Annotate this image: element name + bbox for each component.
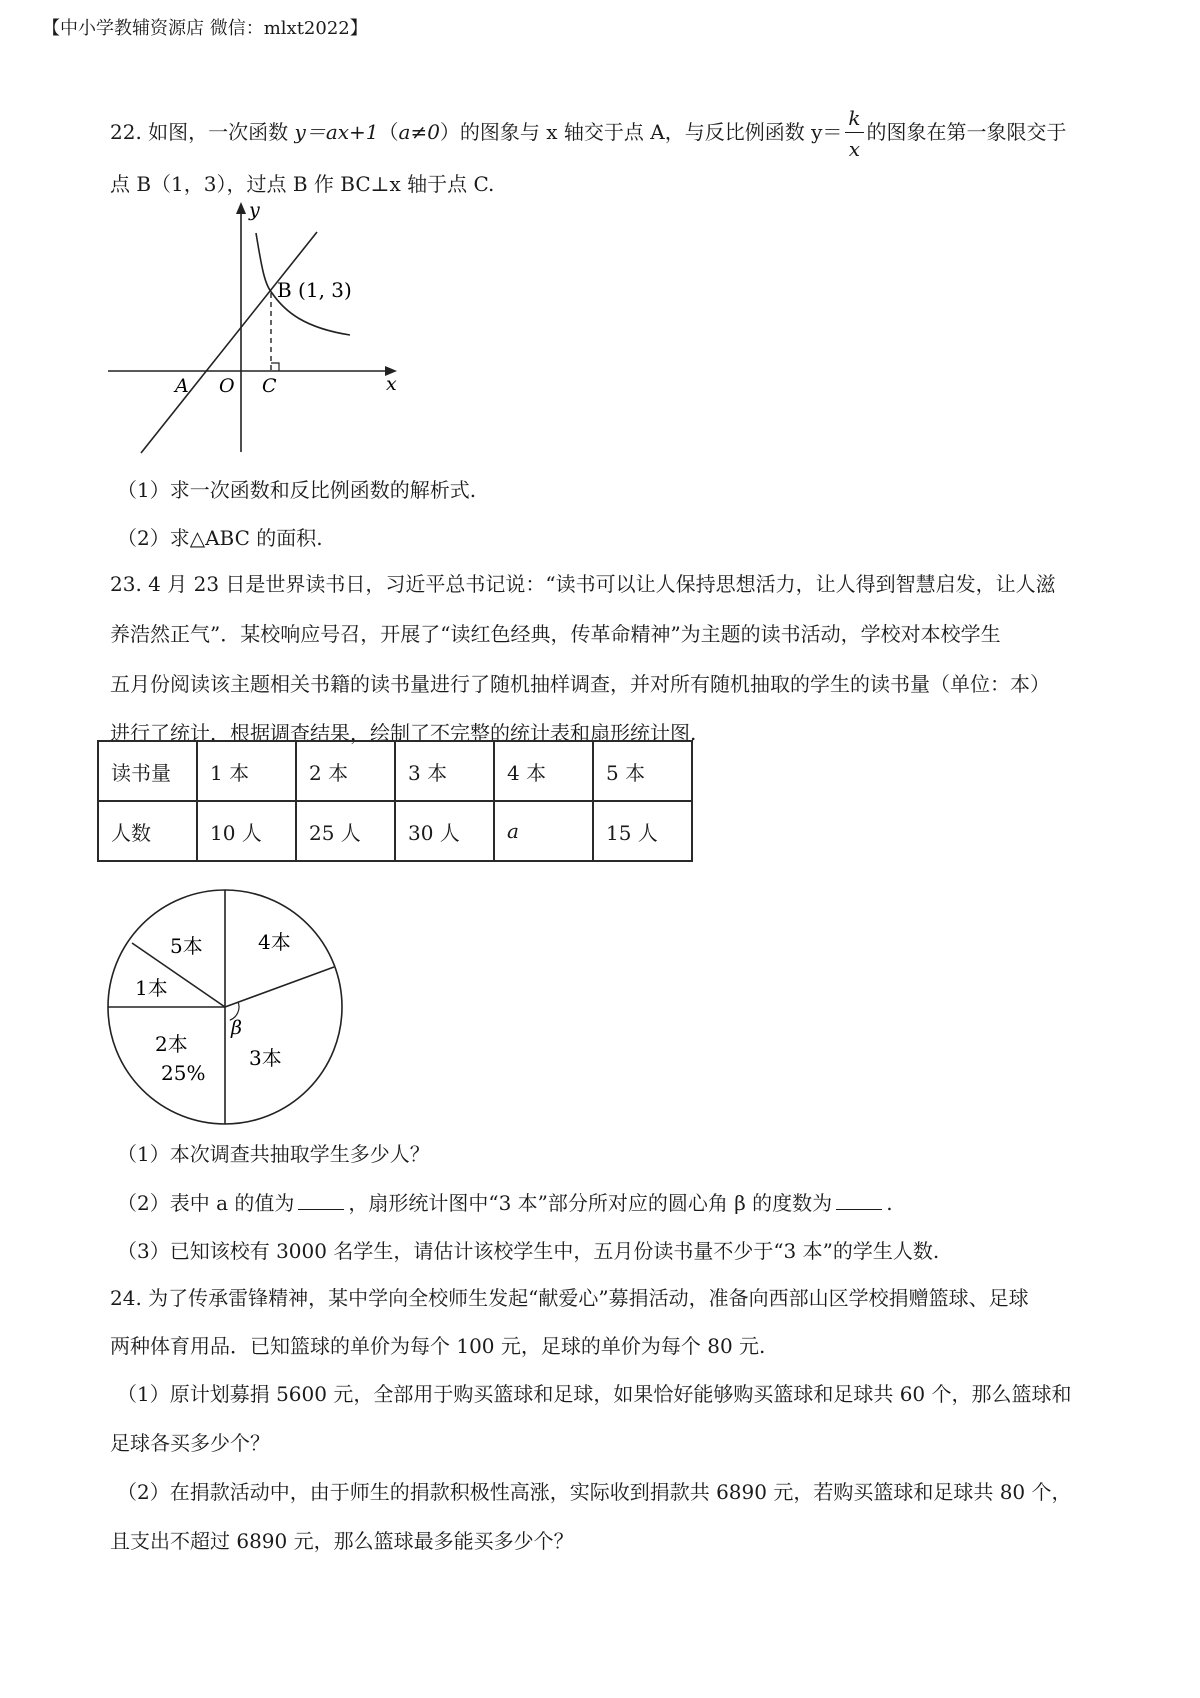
q24-line2: 两种体育用品．已知篮球的单价为每个 100 元，足球的单价为每个 80 元.: [110, 1334, 766, 1358]
pie-chart: [105, 887, 345, 1127]
beta-angle-label: β: [231, 1017, 242, 1039]
pie-label-4-books: 4本: [258, 930, 291, 954]
right-angle-mark: [271, 363, 279, 371]
pie-label-2-books-percent: 25%: [161, 1061, 206, 1085]
q22-fraction: [845, 108, 863, 159]
q22-line1-mid: 的图象与 x 轴交于点 A，与反比例函数 y＝: [459, 120, 843, 144]
answer-blank-beta: [836, 1191, 882, 1210]
table-cell: 15 人: [593, 801, 692, 861]
point-c-label: C: [262, 375, 277, 397]
q23-line4: 进行了统计．根据调查结果，绘制了不完整的统计表和扇形统计图.: [110, 721, 697, 745]
header-watermark: 【中小学教辅资源店 微信：mlxt2022】: [42, 18, 368, 39]
table-cell: a: [494, 801, 593, 861]
linear-function-line: [141, 232, 317, 453]
q23-sub2-part-b: ，扇形统计图中“3 本”部分所对应的圆心角 β 的度数为: [348, 1191, 833, 1215]
table-cell: 读书量: [98, 741, 197, 801]
q23-sub2: [117, 1187, 893, 1216]
q22-line2: 点 B（1，3），过点 B 作 BC⊥x 轴于点 C.: [110, 172, 495, 196]
q22-line1-pre: 22. 如图，一次函数: [110, 120, 295, 144]
q24-sub2-line1: （2）在捐款活动中，由于师生的捐款积极性高涨，实际收到捐款共 6890 元，若购买篮球和足球共 80 个，: [117, 1480, 1072, 1504]
q24-sub1-line2: 足球各买多少个？: [110, 1431, 270, 1455]
q23-line1: 23. 4 月 23 日是世界读书日，习近平总书记说：“读书可以让人保持思想活力，让人得到智慧启发，让人滋: [110, 572, 1056, 596]
table-cell: 25 人: [296, 801, 395, 861]
q24-line1: 24. 为了传承雷锋精神，某中学向全校师生发起“献爱心”募捐活动，准备向西部山区学校捐赠篮球、足球: [110, 1286, 1029, 1310]
q22-cond-open: （: [378, 120, 399, 144]
q23-line2: 养浩然正气”．某校响应号召，开展了“读红色经典，传革命精神”为主题的读书活动，学校对本校学生: [110, 622, 1001, 646]
table-cell: 1 本: [197, 741, 296, 801]
q22-frac-den: x: [848, 137, 861, 161]
q23-sub2-part-a: （2）表中 a 的值为: [117, 1191, 295, 1215]
q22-cond-close: ）: [439, 120, 460, 144]
table-cell: 人数: [98, 801, 197, 861]
table-cell: 3 本: [395, 741, 494, 801]
point-a-label: A: [175, 375, 189, 397]
table-row: [98, 741, 692, 801]
q22-frac-num: k: [845, 108, 863, 133]
q22-graph: [105, 200, 405, 455]
table-cell: 5 本: [593, 741, 692, 801]
q22-cond: a≠0: [398, 120, 440, 144]
x-axis-label: x: [386, 373, 397, 395]
point-o-label: O: [219, 375, 235, 397]
y-axis-label: y: [249, 200, 260, 221]
answer-blank-a: [298, 1191, 344, 1210]
reading-stats-table: [97, 740, 693, 862]
pie-label-5-books: 5本: [170, 934, 203, 958]
table-row: [98, 801, 692, 861]
q23-sub1: （1）本次调查共抽取学生多少人？: [117, 1142, 430, 1166]
pie-label-1-book: 1本: [135, 976, 168, 1000]
table-cell: 10 人: [197, 801, 296, 861]
q22-sub2: （2）求△ABC 的面积.: [117, 526, 323, 550]
table-cell: 2 本: [296, 741, 395, 801]
point-b-label: B (1, 3): [277, 278, 352, 302]
q22-func1: y＝ax+1: [294, 120, 379, 144]
q23-line3: 五月份阅读该主题相关书籍的读书量进行了随机抽样调查，并对所有随机抽取的学生的读书量（单位：本）: [110, 672, 1050, 696]
q22-line1-post: 的图象在第一象限交于: [866, 120, 1067, 144]
q22-sub1: （1）求一次函数和反比例函数的解析式.: [117, 478, 477, 502]
table-cell: 30 人: [395, 801, 494, 861]
y-axis-arrow-icon: [236, 202, 246, 214]
q22-line1: [110, 108, 1067, 159]
q23-sub3: （3）已知该校有 3000 名学生，请估计该校学生中，五月份读书量不少于“3 本”的学生人数.: [117, 1239, 940, 1263]
q24-sub1-line1: （1）原计划募捐 5600 元，全部用于购买篮球和足球，如果恰好能够购买篮球和足球共 60 个，那么篮球和: [117, 1382, 1072, 1406]
table-cell: 4 本: [494, 741, 593, 801]
q23-sub2-part-c: .: [886, 1191, 893, 1215]
pie-divider-right: [225, 967, 334, 1007]
pie-label-2-books: 2本: [155, 1032, 188, 1056]
q24-sub2-line2: 且支出不超过 6890 元，那么篮球最多能买多少个？: [110, 1529, 574, 1553]
pie-label-3-books: 3本: [249, 1046, 282, 1070]
